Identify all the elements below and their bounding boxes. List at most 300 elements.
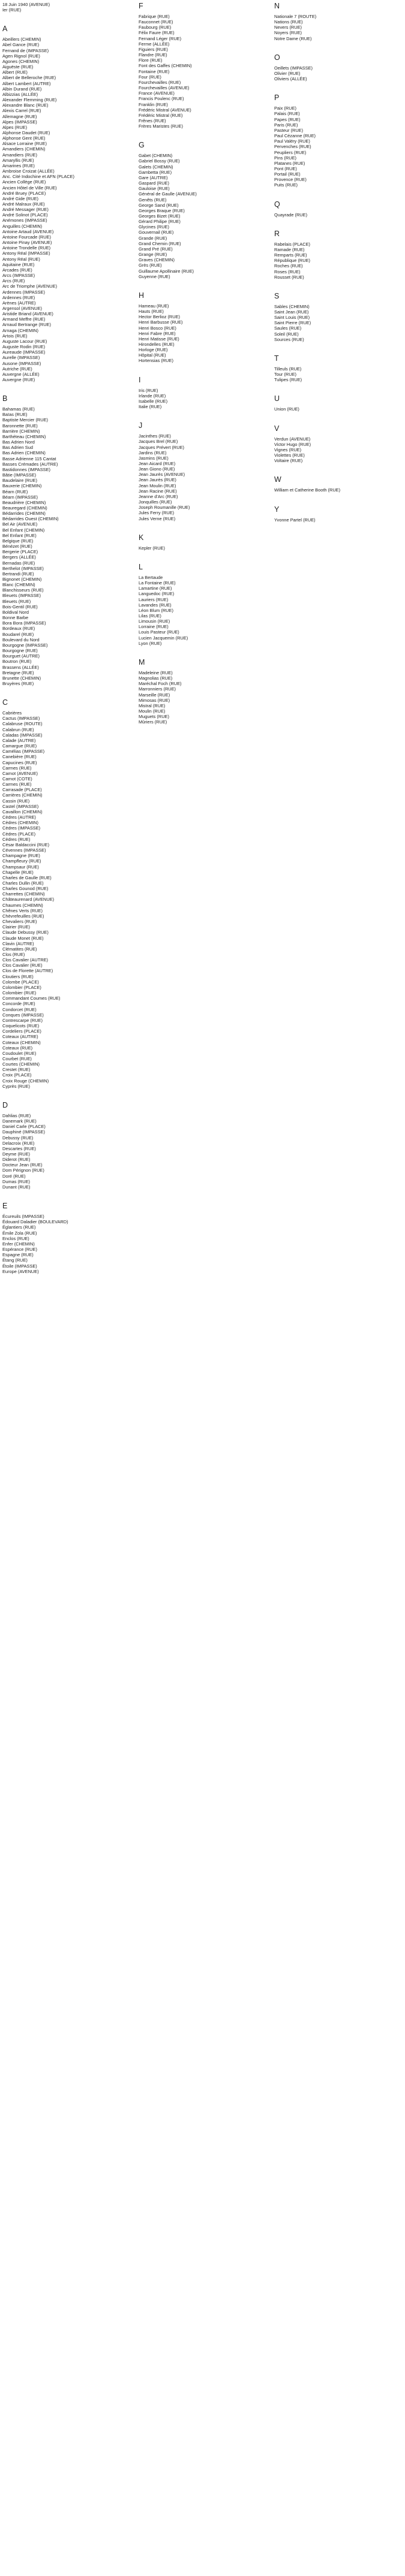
street-entry: Bédarrides Ouest (CHEMIN) xyxy=(2,516,59,522)
street-entry: Béarn (IMPASSE) xyxy=(2,494,38,500)
street-entry: Ancien Collège (RUE) xyxy=(2,179,46,185)
section-letter: J xyxy=(139,421,143,430)
street-entry: Concorde (RUE) xyxy=(2,1001,35,1007)
street-entry: Pervenches (RUE) xyxy=(274,144,311,150)
street-entry: Chênes Verts (RUE) xyxy=(2,907,43,913)
street-entry: Jardins (RUE) xyxy=(139,450,167,456)
street-entry: Georges Braque (RUE) xyxy=(139,207,185,213)
street-entry: Saint Pierre (RUE) xyxy=(274,320,311,326)
street-entry: République (RUE) xyxy=(274,258,310,264)
street-entry: Claude Monet (RUE) xyxy=(2,935,44,941)
street-entry: Kepler (RUE) xyxy=(139,545,165,551)
street-entry: Condorcet (RUE) xyxy=(2,1006,37,1012)
street-entry: Grande (RUE) xyxy=(139,235,167,241)
section-letter: N xyxy=(274,2,280,10)
street-entry: Moulin (RUE) xyxy=(139,708,166,714)
street-entry: Georges Bizet (RUE) xyxy=(139,213,181,219)
street-entry: Sables (CHEMIN) xyxy=(274,303,310,309)
street-entry: Oliviers (ALLÉE) xyxy=(274,76,307,82)
street-entry: Jean Jaurès (RUE) xyxy=(139,477,176,483)
street-entry: Paul Cézanne (RUE) xyxy=(274,133,316,139)
street-entry: Cèdres (IMPASSE) xyxy=(2,825,41,831)
street-entry: Font des Gaffes (CHEMIN) xyxy=(139,63,192,69)
street-entry: Félix Faure (RUE) xyxy=(139,30,175,36)
street-entry: Cévennes (IMPASSE) xyxy=(2,847,46,853)
street-entry: Yvonne Partel (RUE) xyxy=(274,517,316,523)
street-entry: Docteur Jean (RUE) xyxy=(2,1162,43,1168)
street-entry: Peupliers (RUE) xyxy=(274,149,307,155)
street-entry: Coquelicots (RUE) xyxy=(2,1023,40,1029)
street-entry: Bauxerie (CHEMIN) xyxy=(2,483,42,489)
street-entry: Palais (RUE) xyxy=(274,111,300,117)
street-entry: Cabrières xyxy=(2,710,22,716)
street-entry: Cèdres (RUE) xyxy=(2,836,31,842)
street-entry: Coteaux (CHEMIN) xyxy=(2,1039,41,1045)
street-entry: Général de Gaulle (AVENUE) xyxy=(139,191,197,197)
street-entry: Clos (RUE) xyxy=(2,952,25,957)
street-entry: Hauts (RUE) xyxy=(139,309,164,315)
street-entry: Étang (RUE) xyxy=(2,1257,28,1263)
street-entry: Espagne (RUE) xyxy=(2,1252,34,1258)
street-entry: Agones (CHEMIN) xyxy=(2,58,40,64)
street-entry: Chaumes (CHEMIN) xyxy=(2,902,43,908)
street-entry: Jean Racine (RUE) xyxy=(139,488,177,494)
street-entry: Delacroix (RUE) xyxy=(2,1140,35,1146)
street-entry: Baudelaire (RUE) xyxy=(2,478,37,484)
street-entry: Papes (RUE) xyxy=(274,116,301,122)
street-entry: Brassens (ALLÉE) xyxy=(2,664,39,670)
street-entry: Jean Aicard (RUE) xyxy=(139,461,176,466)
section-n xyxy=(274,2,403,41)
section-letter: O xyxy=(274,53,280,62)
street-entry: Artois (RUE) xyxy=(2,333,28,339)
street-entry: Cloutiers (RUE) xyxy=(2,973,34,979)
street-entry: Bergers (ALLÉE) xyxy=(2,554,36,560)
street-entry: Alpes (IMPASSE) xyxy=(2,119,37,125)
street-entry: Champagne (RUE) xyxy=(2,853,40,859)
street-entry: Rabelais (PLACE) xyxy=(274,241,310,247)
street-entry: Gare (AUTRE) xyxy=(139,174,168,180)
street-entry: Amarines (RUE) xyxy=(2,162,35,168)
street-entry: Bleuets (IMPASSE) xyxy=(2,593,41,599)
street-entry: Hameau (RUE) xyxy=(139,303,169,309)
street-entry: Dahlias (RUE) xyxy=(2,1112,31,1118)
street-entry: Aquitaine (RUE) xyxy=(2,261,35,267)
street-entry: Fauconnet (RUE) xyxy=(139,19,173,25)
street-entry: Saint Louis (RUE) xyxy=(274,315,310,321)
section-r xyxy=(274,230,403,280)
street-entry: Rousset (RUE) xyxy=(274,274,304,280)
street-entry: Croix (PLACE) xyxy=(2,1072,32,1078)
street-entry: Grès (RUE) xyxy=(139,263,162,269)
street-entry: Bel Enfant (CHEMIN) xyxy=(2,527,45,533)
street-entry: Abel Gance (RUE) xyxy=(2,42,40,48)
street-entry: Églantiers (RUE) xyxy=(2,1224,36,1230)
street-entry: Grange (RUE) xyxy=(139,252,167,258)
street-entry: Saint Jean (RUE) xyxy=(274,309,309,315)
street-entry: Carrières (CHEMIN) xyxy=(2,792,43,798)
street-entry: Amandiers (RUE) xyxy=(2,152,37,158)
street-entry: Bel Air (AVENUE) xyxy=(2,521,38,527)
street-entry: Gaspard (RUE) xyxy=(139,180,169,186)
street-entry: Joseph Roumanille (RUE) xyxy=(139,505,190,511)
street-entry: Languedoc (RUE) xyxy=(139,591,175,597)
street-entry: Auvergne (RUE) xyxy=(2,377,35,382)
section-j xyxy=(139,421,268,521)
street-entry: Jean Giono (RUE) xyxy=(139,466,175,472)
street-entry: Cèdres (CHEMIN) xyxy=(2,820,38,826)
street-entry: Boutron (RUE) xyxy=(2,659,32,665)
street-entry: Bourguet (AUTRE) xyxy=(2,653,40,659)
section-b xyxy=(2,394,131,686)
street-entry: Sources (RUE) xyxy=(274,336,304,342)
street-entry: Cyprès (RUE) xyxy=(2,1083,30,1089)
section-p xyxy=(274,93,403,188)
street-entry: Caladas (IMPASSE) xyxy=(2,732,43,738)
street-entry: Anémones (IMPASSE) xyxy=(2,218,47,224)
street-entry: Paul Valéry (RUE) xyxy=(274,138,310,144)
section-s xyxy=(274,292,403,342)
street-entry: Carnot (COTE) xyxy=(2,776,32,782)
street-entry: Tilleuls (RUE) xyxy=(274,366,302,372)
street-entry: Antony Réal (RUE) xyxy=(2,256,40,262)
street-entry: Autriche (RUE) xyxy=(2,366,32,372)
street-entry: Doré (RUE) xyxy=(2,1173,26,1179)
street-entry: Mistral (RUE) xyxy=(139,702,166,708)
street-entry: Limousin (RUE) xyxy=(139,619,170,625)
section-letter: M xyxy=(139,657,145,666)
street-entry: Bédarrides (CHEMIN) xyxy=(2,511,46,517)
street-entry: Enclos (RUE) xyxy=(2,1235,29,1241)
street-entry: Dom Pérignon (RUE) xyxy=(2,1168,44,1174)
street-entry: Belgique (RUE) xyxy=(2,538,34,544)
street-entry: George Sand (RUE) xyxy=(139,202,179,208)
street-entry: Courbet (RUE) xyxy=(2,1055,32,1061)
column-right xyxy=(274,2,403,523)
street-entry: Lyon (RUE) xyxy=(139,640,162,646)
section-e xyxy=(2,1202,131,1274)
street-entry: André Solinot (PLACE) xyxy=(2,212,48,218)
street-entry: Olivier (RUE) xyxy=(274,70,301,76)
street-entry: Marronniers (RUE) xyxy=(139,686,176,692)
street-entry: La Bertaude xyxy=(139,574,163,580)
section-letter: C xyxy=(2,698,8,707)
street-entry: Carmes (RUE) xyxy=(2,782,32,788)
street-entry: Ferme (ALLÉE) xyxy=(139,41,170,47)
street-entry: Hector Berlioz (RUE) xyxy=(139,314,180,320)
street-entry: Ardennes (IMPASSE) xyxy=(2,289,45,295)
street-entry: Voltaire (RUE) xyxy=(274,458,303,464)
section-letter: Q xyxy=(274,200,280,209)
street-entry: Cavaillon (CHEMIN) xyxy=(2,809,43,815)
street-entry: Alexander Flemming (RUE) xyxy=(2,97,57,103)
street-entry: André Gide (RUE) xyxy=(2,195,38,201)
street-entry: Bas Adrien Sud xyxy=(2,445,33,451)
header-line: 18 Juin 1940 (AVENUE) xyxy=(2,2,50,7)
section-letter: H xyxy=(139,291,145,300)
street-entry: Amandiers (CHEMIN) xyxy=(2,146,46,152)
street-entry: Clos de Florette (AUTRE) xyxy=(2,968,53,974)
street-entry: Auguste Lacour (RUE) xyxy=(2,338,47,344)
street-entry: Commandant Coumes (RUE) xyxy=(2,996,61,1002)
street-entry: Dumas (RUE) xyxy=(2,1178,30,1184)
street-entry: Courtes (CHEMIN) xyxy=(2,1061,40,1067)
street-entry: Faubourg (RUE) xyxy=(139,25,172,31)
street-entry: Baptiste Mercier (RUE) xyxy=(2,417,48,423)
street-entry: Lavandes (RUE) xyxy=(139,602,172,608)
street-entry: Charles Gounod (RUE) xyxy=(2,886,49,892)
street-entry: Arnaga (CHEMIN) xyxy=(2,327,38,333)
street-entry: Frédéric Mistral (AVENUE) xyxy=(139,107,191,113)
header-line: Ier (RUE) xyxy=(2,7,22,13)
street-entry: Fourchevailles (RUE) xyxy=(139,79,181,85)
street-entry: Fontaine (RUE) xyxy=(139,68,170,74)
street-entry: Henri Bosco (RUE) xyxy=(139,325,176,331)
street-entry: Diderot (RUE) xyxy=(2,1157,31,1163)
column-left xyxy=(2,2,131,1274)
street-entry: Albizzias (ALLÉE) xyxy=(2,91,38,97)
street-entry: Léon Blum (RUE) xyxy=(139,607,173,613)
street-entry: Maréchal Foch (RUE) xyxy=(139,681,182,687)
street-entry: Arcs (IMPASSE) xyxy=(2,273,35,279)
street-entry: Horloge (RUE) xyxy=(139,347,168,353)
section-q xyxy=(274,200,403,218)
street-entry: Henri Barbusse (RUE) xyxy=(139,319,183,325)
street-entry: Pont (RUE) xyxy=(274,165,297,171)
street-entry: Fabrique (RUE) xyxy=(139,14,170,19)
street-entry: Armand Meffre (RUE) xyxy=(2,316,46,322)
street-entry: Colombier (PLACE) xyxy=(2,984,41,990)
section-letter: U xyxy=(274,394,280,403)
street-entry: Agen Rignol (RUE) xyxy=(2,53,40,59)
street-entry: Antoine Artaud (AVENUE) xyxy=(2,228,54,234)
street-entry: Coudoulet (RUE) xyxy=(2,1050,37,1056)
street-entry: Four (RUE) xyxy=(139,74,161,80)
street-entry: Jasmins (RUE) xyxy=(139,455,169,461)
section-letter: F xyxy=(139,2,143,10)
street-entry: Abeillers (CHEMIN) xyxy=(2,37,41,43)
street-entry: André Malraux (RUE) xyxy=(2,201,45,207)
street-entry: Mimosas (RUE) xyxy=(139,697,170,703)
street-entry: Arcades (RUE) xyxy=(2,267,32,273)
street-entry: Lauriers (RUE) xyxy=(139,596,169,602)
street-entry: Jacques Brel (RUE) xyxy=(139,439,178,445)
street-entry: Vignes (RUE) xyxy=(274,447,302,453)
street-entry: Roses (RUE) xyxy=(274,269,301,275)
section-c xyxy=(2,698,131,1089)
street-entry: La Fontaine (RUE) xyxy=(139,580,176,586)
street-entry: Isabelle (RUE) xyxy=(139,398,168,404)
street-entry: Fourchevailles (AVENUE) xyxy=(139,85,190,91)
street-entry: Arènes (AUTRE) xyxy=(2,300,36,306)
street-entry: Gouvernail (RUE) xyxy=(139,230,174,236)
street-entry: Platanes (RUE) xyxy=(274,160,305,166)
section-l xyxy=(139,563,268,646)
street-entry: Deyme (RUE) xyxy=(2,1151,30,1157)
street-entry: Marseille (RUE) xyxy=(139,692,170,698)
street-entry: Tulipes (RUE) xyxy=(274,377,302,383)
street-entry: Bergerie (PLACE) xyxy=(2,549,38,555)
street-entry: Camargue (RUE) xyxy=(2,743,37,749)
street-entry: Colombe (PLACE) xyxy=(2,979,39,985)
section-letter: P xyxy=(274,93,280,102)
street-entry: Blanc (CHEMIN) xyxy=(2,582,35,588)
street-entry: Baronnette (RUE) xyxy=(2,423,38,429)
section-letter: S xyxy=(274,291,280,300)
section-a xyxy=(2,25,131,382)
street-entry: Alphonse Daudet (RUE) xyxy=(2,129,50,135)
street-entry: Alpes (RUE) xyxy=(2,124,28,130)
street-entry: Aristide Briand (AVENUE) xyxy=(2,311,53,317)
street-entry: Canebière (RUE) xyxy=(2,754,37,760)
street-entry: Pins (RUE) xyxy=(274,155,296,161)
street-entry: Madeleine (RUE) xyxy=(139,669,173,675)
street-entry: Grand Chemin (RUE) xyxy=(139,240,181,246)
street-entry: Bastidonnes (IMPASSE) xyxy=(2,466,50,472)
street-entry: Bora Bora (IMPASSE) xyxy=(2,620,46,626)
street-entry: Clos Cavalier (RUE) xyxy=(2,963,43,969)
street-entry: Jules Ferry (RUE) xyxy=(139,510,175,516)
section-f xyxy=(139,2,268,129)
street-entry: Carrasade (PLACE) xyxy=(2,787,42,793)
street-entry: Étoile (IMPASSE) xyxy=(2,1263,37,1269)
street-entry: Debussy (RUE) xyxy=(2,1135,34,1141)
section-d xyxy=(2,1101,131,1190)
street-entry: Cèdres (PLACE) xyxy=(2,831,36,837)
street-entry: Ardennes (RUE) xyxy=(2,294,35,300)
street-entry: Paris (RUE) xyxy=(274,122,298,128)
street-entry: Calabrun (RUE) xyxy=(2,726,34,732)
section-w xyxy=(274,475,403,493)
street-entry: Cèdres (AUTRE) xyxy=(2,815,36,821)
street-entry: Châteaurenard (AVENUE) xyxy=(2,897,55,903)
street-entry: Daniel Carle (PLACE) xyxy=(2,1124,46,1130)
street-entry: Glycines (RUE) xyxy=(139,224,169,230)
street-entry: Bois-Gentil (RUE) xyxy=(2,604,38,610)
street-entry: Provence (RUE) xyxy=(274,177,307,183)
street-entry: Antoine Pinay (AVENUE) xyxy=(2,240,52,246)
street-entry: Descartes (RUE) xyxy=(2,1145,36,1151)
street-entry: Cordeliers (PLACE) xyxy=(2,1028,41,1034)
street-entry: Colombier (RUE) xyxy=(2,990,37,996)
street-entry: Notre Dame (RUE) xyxy=(274,35,312,41)
street-entry: Albert (RUE) xyxy=(2,70,28,76)
street-entry: Coteaux (AUTRE) xyxy=(2,1034,38,1040)
street-entry: Bernadas (RUE) xyxy=(2,560,35,566)
street-entry: Puits (RUE) xyxy=(274,182,298,188)
street-entry: Cactus (IMPASSE) xyxy=(2,716,40,722)
section-letter: T xyxy=(274,354,279,363)
street-entry: Fernand de (IMPASSE) xyxy=(2,47,49,53)
street-entry: Louis Pasteur (RUE) xyxy=(139,629,179,635)
street-entry: Paix (RUE) xyxy=(274,105,296,111)
street-entry: André Messager (RUE) xyxy=(2,207,49,213)
street-entry: Pasteur (RUE) xyxy=(274,127,304,133)
street-entry: Amaryllis (RUE) xyxy=(2,157,34,163)
section-v xyxy=(274,424,403,464)
street-entry: Arcs (RUE) xyxy=(2,278,25,284)
street-entry: Ausone (IMPASSE) xyxy=(2,360,41,366)
street-entry: Antoine Trondelle (RUE) xyxy=(2,245,51,251)
street-entry: Aurelle (IMPASSE) xyxy=(2,355,40,361)
street-entry: Baïas (RUE) xyxy=(2,412,28,418)
street-entry: Flore (RUE) xyxy=(139,58,163,64)
street-entry: Bourgogne (IMPASSE) xyxy=(2,642,48,648)
street-entry: Gérard Philipe (RUE) xyxy=(139,219,181,225)
street-entry: Magnolias (RUE) xyxy=(139,675,173,681)
street-entry: Oeillets (IMPASSE) xyxy=(274,65,313,71)
street-entry: Frédéric Mistral (RUE) xyxy=(139,112,183,118)
street-entry: Noyers (RUE) xyxy=(274,30,302,36)
street-entry: Conques (IMPASSE) xyxy=(2,1012,44,1018)
section-letter: G xyxy=(139,141,145,150)
street-entry: Allemagne (RUE) xyxy=(2,113,37,119)
section-letter: D xyxy=(2,1100,8,1109)
street-entry: Figuiers (RUE) xyxy=(139,46,168,52)
street-entry: Alexis Carrel (RUE) xyxy=(2,108,41,114)
street-entry: Camélias (IMPASSE) xyxy=(2,749,45,755)
section-u xyxy=(274,394,403,412)
street-entry: Gambetta (RUE) xyxy=(139,169,172,175)
street-entry: Ambroise Croizat (ALLÉE) xyxy=(2,168,55,174)
street-entry: Anguilles (CHEMIN) xyxy=(2,223,43,229)
street-entry: Crestet (RUE) xyxy=(2,1067,31,1073)
street-entry: André Bruey (PLACE) xyxy=(2,190,46,196)
section-m xyxy=(139,658,268,725)
street-entry: Remparts (RUE) xyxy=(274,252,307,258)
section-letter: R xyxy=(274,229,280,238)
street-entry: Portail (RUE) xyxy=(274,171,301,177)
street-entry: Antoine Fourcade (RUE) xyxy=(2,234,51,240)
street-entry: Nevers (RUE) xyxy=(274,25,302,31)
street-entry: Galets (CHEMIN) xyxy=(139,164,173,170)
street-entry: Flandre (RUE) xyxy=(139,52,167,58)
street-entry: Tour (RUE) xyxy=(274,372,296,378)
street-entry: Ancien Hôtel de Ville (RUE) xyxy=(2,185,57,191)
street-entry: Antony Réal (IMPASSE) xyxy=(2,251,50,257)
street-entry: Jules Verne (RUE) xyxy=(139,515,176,521)
street-entry: Croix Rouge (CHEMIN) xyxy=(2,1078,49,1084)
street-entry: Capucines (RUE) xyxy=(2,759,37,765)
street-entry: Iris (RUE) xyxy=(139,387,158,393)
street-entry: Nations (RUE) xyxy=(274,19,303,25)
street-entry: Bertrandi (RUE) xyxy=(2,571,34,577)
street-entry: Champsaur (RUE) xyxy=(2,864,39,870)
street-entry: Chapelle (RUE) xyxy=(2,869,34,875)
street-entry: Champfleury (RUE) xyxy=(2,858,41,864)
street-entry: Graves (CHEMIN) xyxy=(139,257,175,263)
street-entry: Lilas (RUE) xyxy=(139,613,161,619)
street-entry: Bâtie (IMPASSE) xyxy=(2,472,37,478)
section-o xyxy=(274,53,403,82)
street-entry: Boldival Nord xyxy=(2,609,29,615)
street-entry: Bas Adrien (CHEMIN) xyxy=(2,450,46,456)
street-entry: Boulevard du Nord xyxy=(2,637,40,643)
street-entry: Coteaux (RUE) xyxy=(2,1045,33,1051)
street-entry: Gabet (CHEMIN) xyxy=(139,153,173,159)
street-entry: Henri Matisse (RUE) xyxy=(139,336,179,342)
street-entry: France (AVENUE) xyxy=(139,91,175,96)
street-entry: Albert de Belleroche (RUE) xyxy=(2,75,56,81)
street-entry: Danemark (RUE) xyxy=(2,1118,37,1124)
street-entry: Écureuils (IMPASSE) xyxy=(2,1214,44,1220)
street-entry: Victor Hugo (RUE) xyxy=(274,441,311,447)
street-entry: Charles de Gaulle (RUE) xyxy=(2,874,52,880)
street-entry: Genêts (RUE) xyxy=(139,197,167,203)
street-entry: Lucien Jacquemin (RUE) xyxy=(139,635,188,641)
street-entry: Guyenne (RUE) xyxy=(139,273,170,279)
street-entry: Auguste Rodin (RUE) xyxy=(2,344,46,350)
